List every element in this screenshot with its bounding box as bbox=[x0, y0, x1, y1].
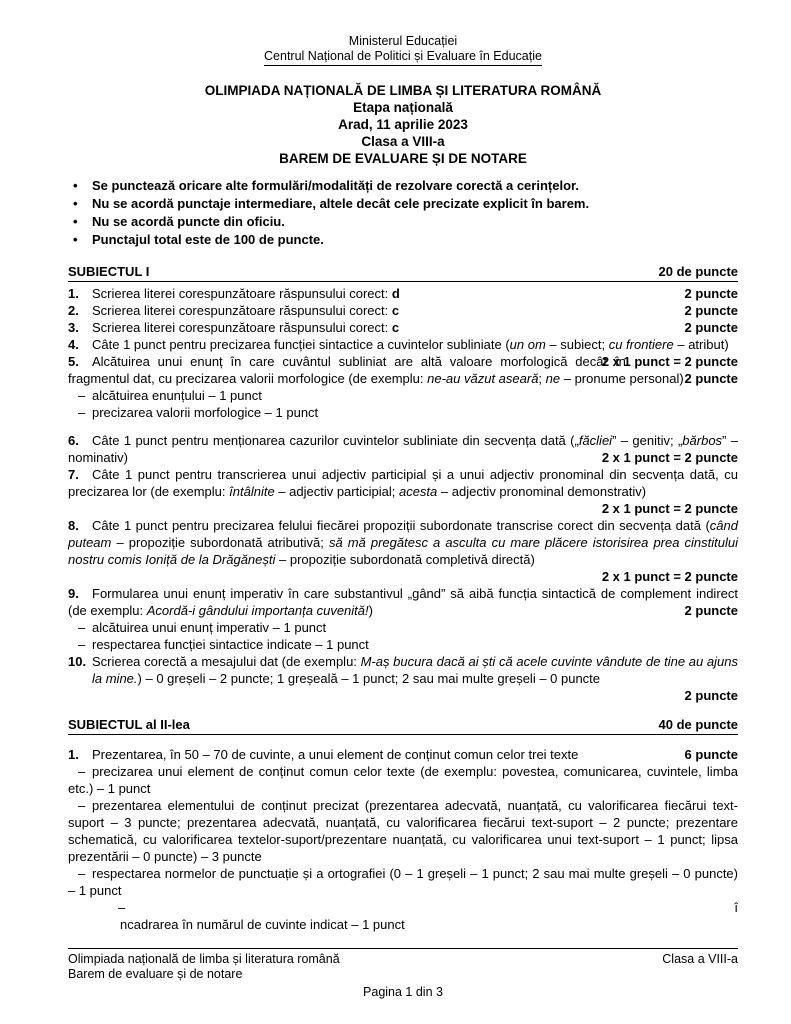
item-number: 9. bbox=[68, 586, 79, 601]
rubric-item bbox=[68, 432, 738, 466]
criterion-item bbox=[68, 387, 738, 404]
rubric-item bbox=[68, 302, 738, 319]
rubric-item bbox=[68, 336, 738, 369]
points-value: 2 puncte bbox=[684, 286, 738, 301]
general-notes-list bbox=[68, 177, 738, 249]
text-segment: Formularea unui enunț imperativ în care substantivul „gând” să aibă funcția sintactică de complement indirect (de exemplu: bbox=[68, 586, 738, 618]
points-value: 2 x 1 punct = 2 puncte bbox=[601, 354, 738, 369]
text-segment: bărbos bbox=[682, 433, 723, 448]
text-segment: Scrierea corectă a mesajului dat (de exemplu: bbox=[92, 654, 361, 669]
ministry-name: Ministerul Educației bbox=[348, 34, 458, 48]
points-value: 2 puncte bbox=[684, 320, 738, 335]
text-segment: Scrierea literei corespunzătoare răspunsului corect: bbox=[92, 286, 392, 301]
spacer bbox=[68, 738, 738, 746]
text-segment: Prezentarea, în 50 – 70 de cuvinte, a unui element de conținut comun celor trei texte bbox=[92, 747, 579, 762]
text-segment: când puteam bbox=[68, 518, 738, 550]
rubric-item bbox=[68, 517, 738, 568]
points-value: 2 x 1 punct = 2 puncte bbox=[601, 450, 738, 465]
dash-marker: – bbox=[78, 620, 86, 635]
section-points: 20 de puncte bbox=[658, 264, 738, 279]
text-segment: ; bbox=[538, 371, 546, 386]
text-segment: ncadrarea în numărul de cuvinte indicat – 1 punct bbox=[120, 917, 405, 932]
text-segment: prezentarea elementului de conținut precizat (prezentarea adecvată, nuanțată, cu valorificarea fiecărui text-suport – 3 puncte; prezentarea adecvată, nuanțată, cu valorificarea fiecărui text-suport – 2 puncte; prezentare schematică, cu valorificarea textelor-suport/prezentare nuanțată, cu valorificarea unui text-suport – 1 punct; lipsa prezentării – 0 puncte) – 3 puncte bbox=[68, 798, 738, 864]
item-number: 6. bbox=[68, 433, 79, 448]
text-segment: c bbox=[391, 303, 400, 318]
rubric-item bbox=[68, 285, 738, 302]
text-segment: respectarea normelor de punctuație și a ortografiei (0 – 1 greșeli – 1 punct; 2 sau mai multe greșeli – 0 puncte) – 1 punct bbox=[68, 866, 738, 898]
section-title: SUBIECTUL I bbox=[68, 264, 150, 279]
points-value: 2 x 1 punct = 2 puncte bbox=[601, 569, 738, 584]
rubric-item bbox=[68, 466, 738, 500]
title-line: Etapa națională bbox=[353, 100, 453, 115]
item-number: 2. bbox=[68, 303, 79, 318]
section bbox=[68, 716, 738, 933]
text-segment: – subiect; bbox=[545, 337, 609, 352]
general-note-text: Se punctează oricare alte formulări/modalități de rezolvare corectă a cerințelor. bbox=[92, 178, 579, 193]
page-footer bbox=[68, 948, 738, 1000]
criterion-item bbox=[68, 619, 738, 636]
text-segment: acesta bbox=[398, 484, 438, 499]
text-segment: – atribut) bbox=[673, 337, 729, 352]
dash-marker: – bbox=[78, 405, 86, 420]
text-segment: Câte 1 punct pentru precizarea felului fiecărei propoziții subordonate transcrise corect din secvența dată ( bbox=[92, 518, 710, 533]
footer-class-label: Clasa a VIII-a bbox=[662, 952, 738, 966]
text-segment: – adjectiv pronominal demonstrativ) bbox=[437, 484, 647, 499]
general-note-item bbox=[68, 177, 738, 195]
split-line bbox=[68, 899, 738, 916]
document-title bbox=[68, 82, 738, 167]
points-value: 2 puncte bbox=[684, 371, 738, 386]
text-segment: ) – 0 greșeli – 2 puncte; 1 greșeală – 1 punct; 2 sau mai multe greșeli – 0 puncte bbox=[137, 671, 601, 686]
spacer bbox=[68, 421, 738, 432]
general-note-text: Nu se acordă punctaje intermediare, altele decât cele precizate explicit în barem. bbox=[92, 196, 590, 211]
dash-marker: – bbox=[78, 764, 86, 779]
overflow-char: î bbox=[734, 900, 738, 915]
points-value: 2 puncte bbox=[684, 303, 738, 318]
footer-doc-subtitle: Barem de evaluare și de notare bbox=[68, 967, 243, 981]
text-segment: – propoziție subordonată atributivă; bbox=[111, 535, 329, 550]
points-value: 2 puncte bbox=[684, 688, 738, 703]
text-segment: cu frontiere bbox=[608, 337, 674, 352]
criterion-item bbox=[68, 797, 738, 865]
text-segment: precizarea unui element de conținut comun celor texte (de exemplu: povestea, comunicarea, cuvintele, limba etc.) – 1 punct bbox=[68, 764, 738, 796]
points-value: 2 x 1 punct = 2 puncte bbox=[601, 501, 738, 516]
item-number: 4. bbox=[68, 337, 79, 352]
page-number: Pagina 1 din 3 bbox=[363, 985, 443, 999]
text-segment: Scrierea literei corespunzătoare răspunsului corect: bbox=[92, 303, 392, 318]
sections-container bbox=[68, 263, 738, 933]
text-segment: c bbox=[391, 320, 400, 335]
section-heading bbox=[68, 716, 738, 735]
item-number: 3. bbox=[68, 320, 79, 335]
rubric-item bbox=[68, 746, 738, 763]
text-segment: alcătuirea unui enunț imperativ – 1 punct bbox=[92, 620, 327, 635]
dash-marker: – bbox=[78, 866, 86, 881]
text-segment: d bbox=[391, 286, 400, 301]
criterion-item bbox=[68, 763, 738, 797]
text-segment: făcliei bbox=[578, 433, 613, 448]
institution-row bbox=[68, 49, 738, 66]
title-line: BAREM DE EVALUARE ȘI DE NOTARE bbox=[279, 151, 527, 166]
text-segment: Câte 1 punct pentru transcrierea unui adjectiv participial și a unui adjectiv pronominal din secvența dată, cu precizarea lor (de exemplu: bbox=[68, 467, 738, 499]
section-heading bbox=[68, 263, 738, 282]
footer-row-2 bbox=[68, 967, 738, 982]
text-segment: ” – nominativ) bbox=[68, 433, 738, 465]
text-segment: Acordă-i gândului importanța cuvenită! bbox=[146, 603, 369, 618]
rubric-item bbox=[68, 653, 738, 687]
criterion-item bbox=[68, 404, 738, 421]
continuation-line bbox=[68, 916, 738, 933]
points-value: 2 puncte bbox=[684, 603, 738, 618]
criterion-item bbox=[68, 636, 738, 653]
section-points: 40 de puncte bbox=[658, 717, 738, 732]
text-segment: – pronume personal) bbox=[560, 371, 684, 386]
dash-marker: – bbox=[78, 798, 86, 813]
text-segment: Câte 1 punct pentru precizarea funcției sintactice a cuvintelor subliniate ( bbox=[92, 337, 510, 352]
item-number: 10. bbox=[68, 654, 87, 669]
general-note-text: Punctajul total este de 100 de puncte. bbox=[92, 232, 324, 247]
rubric-item bbox=[68, 319, 738, 336]
text-segment: Scrierea literei corespunzătoare răspunsului corect: bbox=[92, 320, 392, 335]
institution-name: Centrul Național de Politici și Evaluare în Educație bbox=[264, 49, 542, 66]
criterion-item bbox=[68, 865, 738, 899]
points-value: 6 puncte bbox=[684, 747, 738, 762]
dash-marker: – bbox=[78, 388, 86, 403]
text-segment: – adjectiv participial; bbox=[274, 484, 399, 499]
item-number: 1. bbox=[68, 286, 79, 301]
item-number: 8. bbox=[68, 518, 79, 533]
section bbox=[68, 263, 738, 704]
item-number: 1. bbox=[68, 747, 79, 762]
text-segment: ne bbox=[545, 371, 561, 386]
title-line: OLIMPIADA NAȚIONALĂ DE LIMBA ȘI LITERATURA ROMÂNĂ bbox=[204, 83, 602, 98]
text-segment: să mă pregătesc a asculta cu mare plăcere istorisirea prea cinstitului nostru comis Ioniță de la Drăgănești bbox=[68, 535, 738, 567]
text-segment: ne-au văzut aseară bbox=[427, 371, 539, 386]
text-segment: M-aș bucura dacă ai ști că acele cuvinte vândute de tine au ajuns la mine. bbox=[92, 654, 738, 686]
rubric-item bbox=[68, 585, 738, 619]
title-line: Arad, 11 aprilie 2023 bbox=[338, 117, 468, 132]
text-segment: Câte 1 punct pentru menționarea cazurilor cuvintelor subliniate din secvența dată („ bbox=[92, 433, 579, 448]
general-note-item bbox=[68, 231, 738, 249]
text-segment: respectarea funcției sintactice indicate – 1 punct bbox=[92, 637, 369, 652]
general-note-item bbox=[68, 195, 738, 213]
ministry-header bbox=[68, 34, 738, 66]
footer-row-1 bbox=[68, 952, 738, 967]
item-number: 5. bbox=[68, 354, 79, 369]
text-segment: ” – genitiv; „ bbox=[612, 433, 683, 448]
dash-marker: – bbox=[118, 900, 126, 915]
dash-marker: – bbox=[78, 637, 86, 652]
footer-doc-title: Olimpiada națională de limba și literatura română bbox=[68, 952, 340, 966]
text-segment: Alcătuirea unui enunț în care cuvântul subliniat are altă valoare morfologică decât în fragmentul dat, cu precizarea valorii morfologice (de exemplu: bbox=[68, 354, 626, 386]
item-number: 7. bbox=[68, 467, 79, 482]
text-segment: – propoziție subordonată completivă directă) bbox=[275, 552, 535, 567]
text-segment: precizarea valorii morfologice – 1 punct bbox=[92, 405, 319, 420]
section-title: SUBIECTUL al II-lea bbox=[68, 717, 190, 732]
text-segment: întâlnite bbox=[229, 484, 275, 499]
text-segment: ) bbox=[368, 603, 373, 618]
text-segment: alcătuirea enunțului – 1 punct bbox=[92, 388, 262, 403]
general-note-text: Nu se acordă puncte din oficiu. bbox=[92, 214, 285, 229]
general-note-item bbox=[68, 213, 738, 231]
text-segment: un om bbox=[509, 337, 546, 352]
title-line: Clasa a VIII-a bbox=[361, 134, 445, 149]
